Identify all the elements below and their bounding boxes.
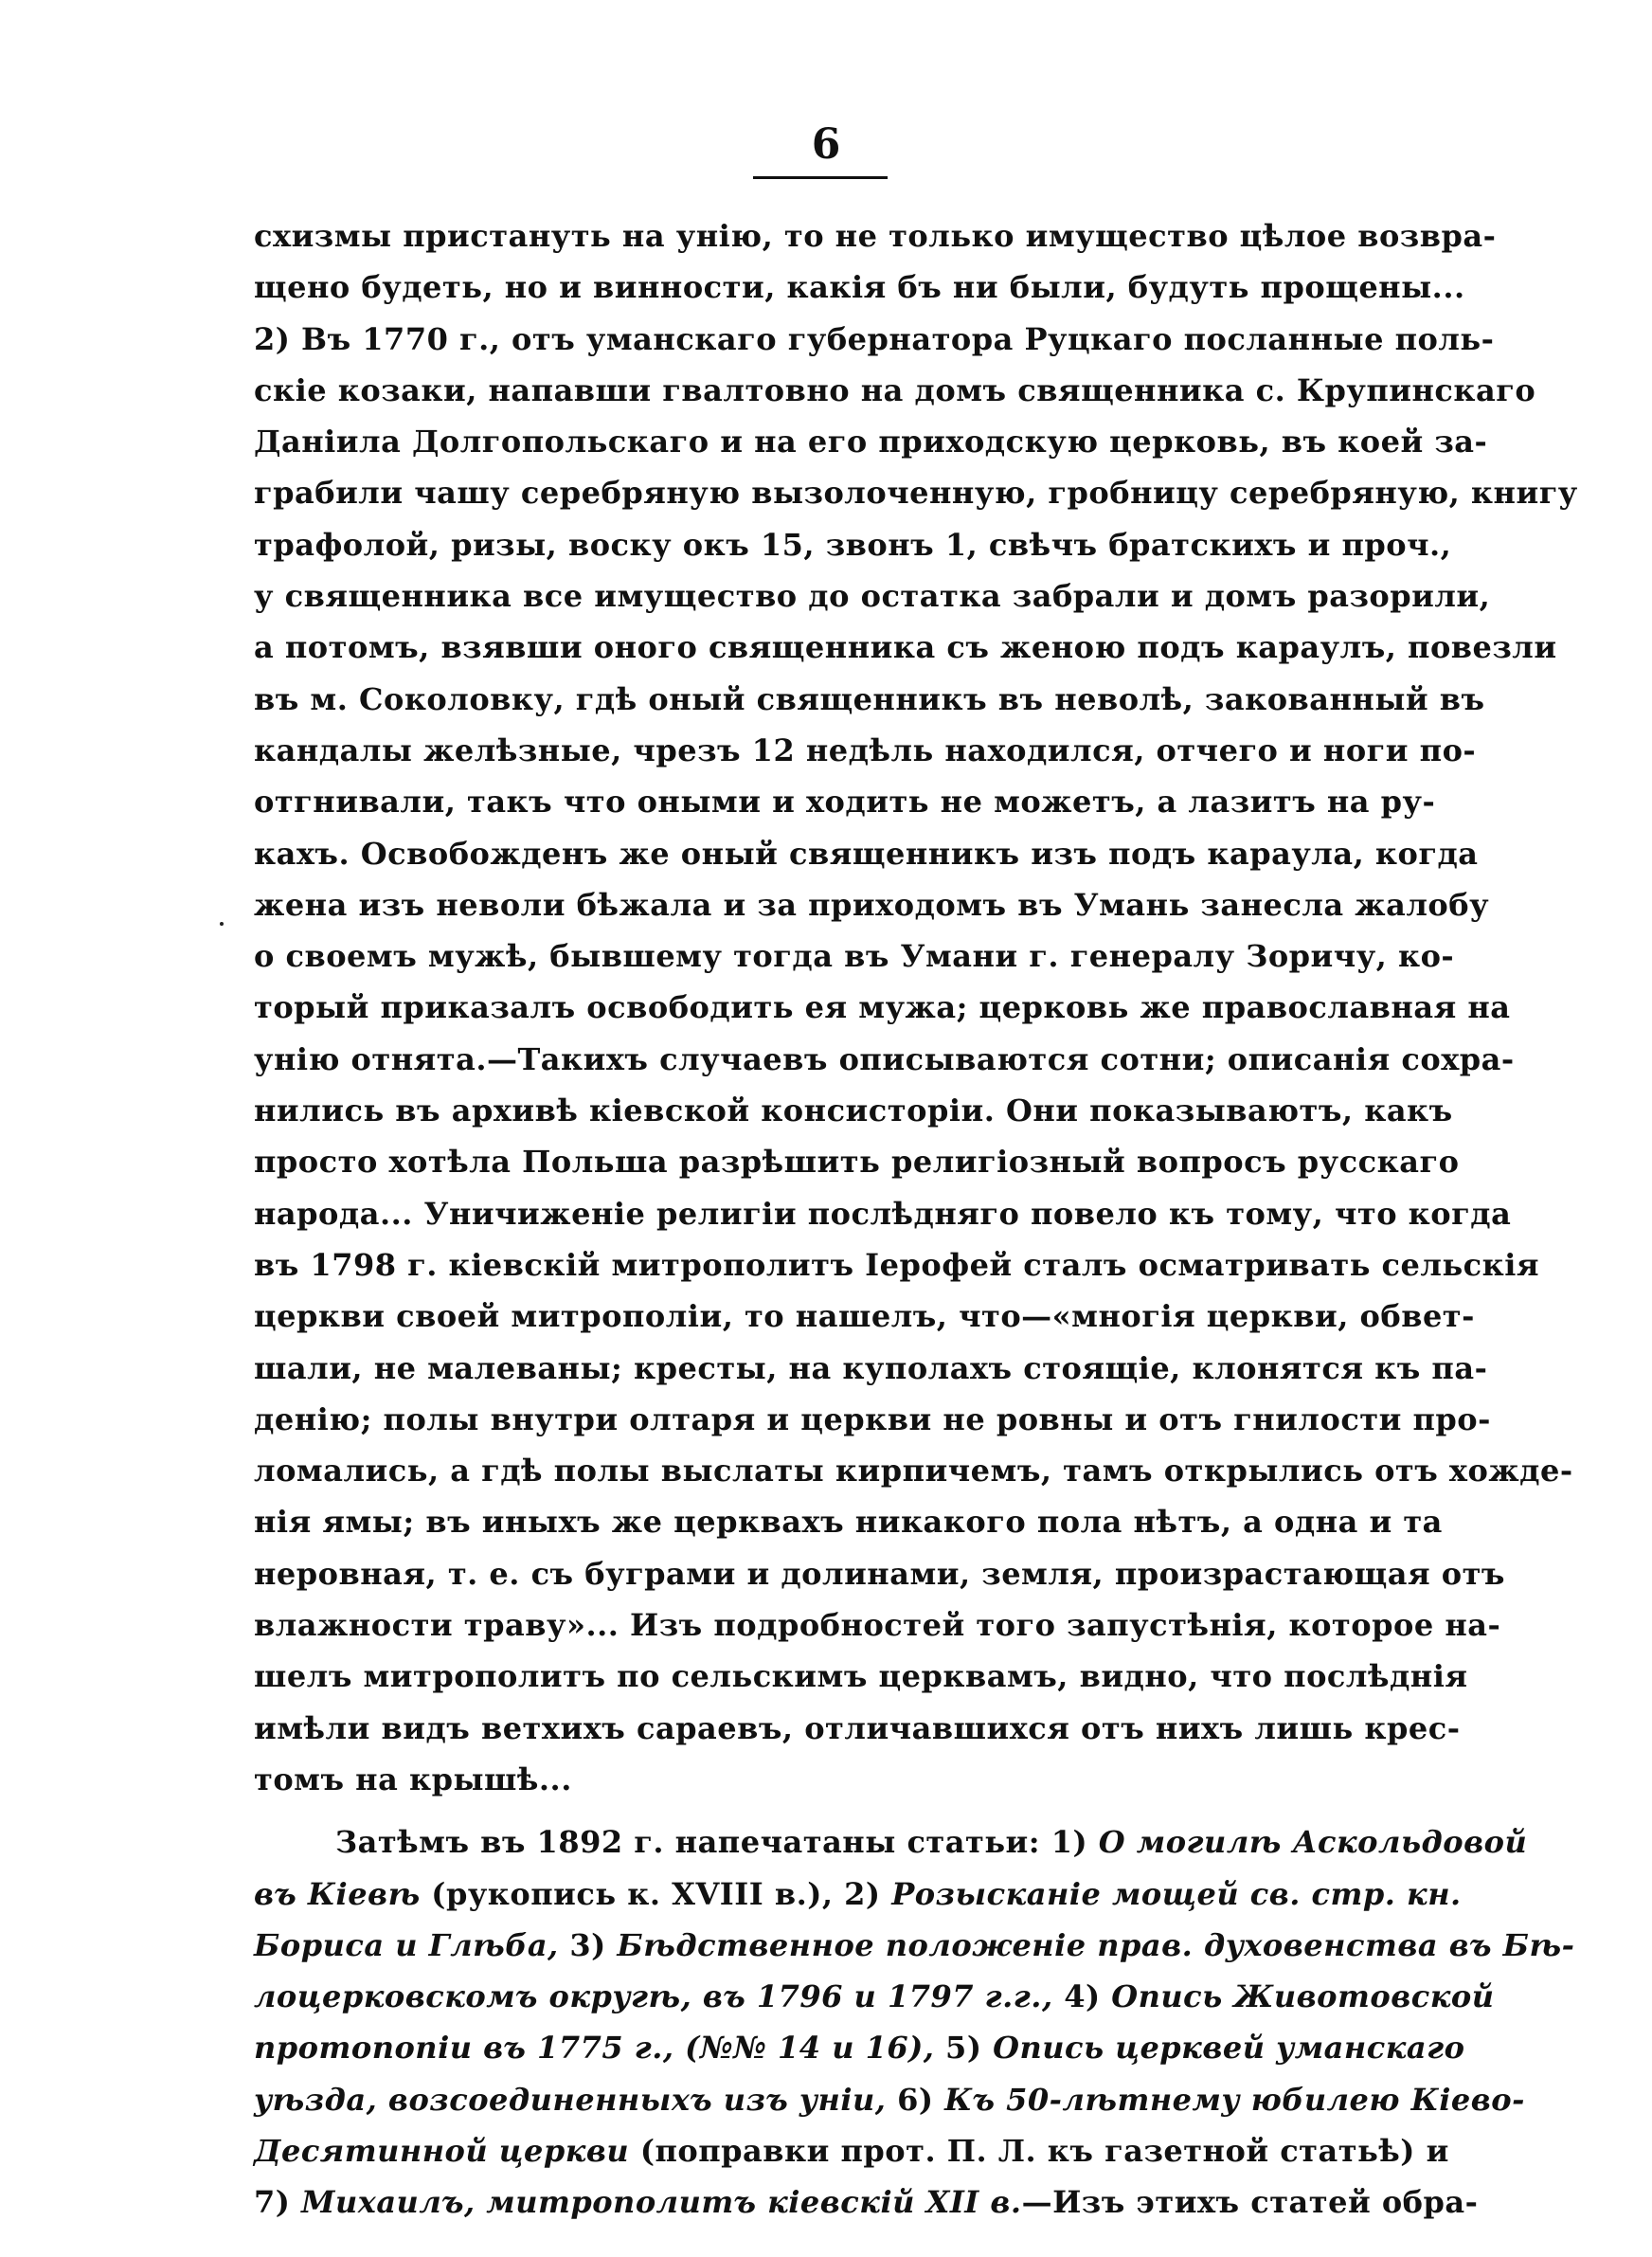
article-title: Бѣдственное положеніе прав. духовенства въ Бѣ-	[617, 1926, 1575, 1963]
text-line: торый приказалъ освободить ея мужа; церковь же православная на	[254, 989, 1511, 1026]
text-line: кандалы желѣзные, чрезъ 12 недѣль находился, отчего и ноги по-	[254, 731, 1477, 768]
page-number: 6	[811, 120, 841, 169]
text-line: унію отнята.—Такихъ случаевъ описываются сотни; описанія сохра-	[254, 1040, 1515, 1077]
paragraph-2	[254, 1816, 1575, 2228]
article-title: Розысканіе мощей св. стр. кн.	[891, 1875, 1462, 1912]
text-run: 4)	[1052, 1978, 1112, 2015]
text-line: народа... Уничиженіе религіи послѣдняго повело къ тому, что когда	[254, 1195, 1512, 1232]
text-line: 2) Въ 1770 г., отъ уманскаго губернатора Руцкаго посланные поль-	[254, 320, 1495, 357]
text-line: грабили чашу серебряную вызолоченную, гробницу серебряную, книгу	[254, 475, 1578, 512]
article-title: О могилѣ Аскольдовой	[1098, 1824, 1528, 1861]
text-line: въ 1798 г. кіевскій митрополитъ Іерофей сталъ осматривать сельскія	[254, 1246, 1540, 1283]
text-line	[254, 1920, 1575, 1971]
page-number-rule	[753, 176, 888, 179]
text-line: щено будеть, но и винности, какія бъ ни были, будуть прощены...	[254, 269, 1465, 306]
text-line	[254, 2022, 1465, 2073]
text-line	[254, 2074, 1525, 2125]
text-line: отгнивали, такъ что оными и ходить не можетъ, а лазитъ на ру-	[254, 784, 1436, 821]
text-line	[254, 2176, 1479, 2228]
text-line: влажности траву»... Изъ подробностей того запустѣнія, которое на-	[254, 1607, 1501, 1644]
text-run: 6)	[886, 2081, 945, 2118]
article-title: лоцерковскомъ округѣ, въ 1796 и 1797 г.г.,	[254, 1978, 1053, 2015]
text-line: просто хотѣла Польша разрѣшить религіозный вопросъ русскаго	[254, 1144, 1460, 1181]
text-line: въ м. Соколовку, гдѣ оный священникъ въ неволѣ, закованный въ	[254, 680, 1485, 717]
text-run: 5)	[934, 2030, 994, 2067]
body-text	[254, 210, 1578, 2229]
article-title: уѣзда, возсоединенныхъ изъ уніи,	[254, 2081, 887, 2118]
text-line	[254, 2125, 1449, 2176]
text-run: Затѣмъ въ 1892 г. напечатаны статьи: 1)	[335, 1824, 1099, 1861]
text-line: шелъ митрополитъ по сельскимъ церквамъ, видно, что послѣднія	[254, 1658, 1468, 1695]
text-line: имѣли видъ ветхихъ сараевъ, отличавшихся отъ нихъ лишь крес-	[254, 1709, 1461, 1746]
article-title: Десятинной церкви	[254, 2132, 630, 2169]
text-run: (поправки прот. П. Л. къ газетной статьѣ) и	[629, 2132, 1449, 2169]
article-title: Опись Животовской	[1111, 1978, 1495, 2015]
text-run: 7)	[254, 2184, 302, 2221]
text-run: 3)	[558, 1926, 618, 1963]
text-line: жена изъ неволи бѣжала и за приходомъ въ Умань занесла жалобу	[254, 886, 1490, 923]
article-title: Бориса и Глѣба,	[254, 1926, 559, 1963]
text-line: церкви своей митрополіи, то нашелъ, что—«многія церкви, обвет-	[254, 1298, 1475, 1335]
text-line: скіе козаки, напавши гвалтовно на домъ священника с. Крупинскаго	[254, 371, 1536, 408]
article-title: Къ 50-лѣтнему юбилею Кіево-	[944, 2081, 1525, 2118]
text-line: кахъ. Освобожденъ же оный священникъ изъ подъ караула, когда	[254, 835, 1479, 872]
article-title: въ Кіевѣ	[254, 1875, 421, 1912]
text-run: —Изъ этихъ статей обра-	[1021, 2184, 1479, 2221]
text-line	[254, 1971, 1495, 2022]
print-speck	[220, 922, 224, 926]
text-line: томъ на крышѣ...	[254, 1760, 572, 1797]
text-line: трафолой, ризы, воску окъ 15, звонъ 1, свѣчъ братскихъ и проч.,	[254, 526, 1452, 563]
text-line: неровная, т. е. съ буграми и долинами, земля, произрастающая отъ	[254, 1555, 1505, 1592]
text-line: ломались, а гдѣ полы выслаты кирпичемъ, тамъ открылись отъ хожде-	[254, 1453, 1573, 1490]
text-line: а потомъ, взявши оного священника съ женою подъ караулъ, повезли	[254, 629, 1557, 666]
article-title: Опись церквей уманскаго	[993, 2030, 1465, 2067]
paragraph-1	[254, 210, 1578, 1805]
text-line: нія ямы; въ иныхъ же церквахъ никакого пола нѣтъ, а одна и та	[254, 1504, 1443, 1541]
text-line: схизмы пристануть на унію, то не только имущество цѣлое возвра-	[254, 218, 1497, 254]
article-title: Михаилъ, митрополитъ кіевскій XII в.	[301, 2184, 1022, 2221]
text-line	[254, 1869, 1462, 1920]
text-line: о своемъ мужѣ, бывшему тогда въ Умани г. генералу Зоричу, ко-	[254, 938, 1455, 975]
text-line: денію; полы внутри олтаря и церкви не ровны и отъ гнилости про-	[254, 1400, 1491, 1437]
paragraph-gap	[254, 1805, 1379, 1816]
text-line: нились въ архивѣ кіевской консисторіи. Они показываютъ, какъ	[254, 1092, 1453, 1129]
text-line: Даніила Долгопольскаго и на его приходскую церковь, въ коей за-	[254, 424, 1488, 460]
text-line: у священника все имущество до остатка забрали и домъ разорили,	[254, 578, 1491, 615]
text-line: шали, не малеваны; кресты, на куполахъ стоящіе, клонятся къ па-	[254, 1349, 1488, 1386]
text-run: (рукопись к. XVIII в.), 2)	[420, 1875, 892, 1912]
article-title: протопопіи въ 1775 г., (№№ 14 и 16),	[254, 2030, 935, 2067]
text-line	[254, 1816, 1528, 1868]
